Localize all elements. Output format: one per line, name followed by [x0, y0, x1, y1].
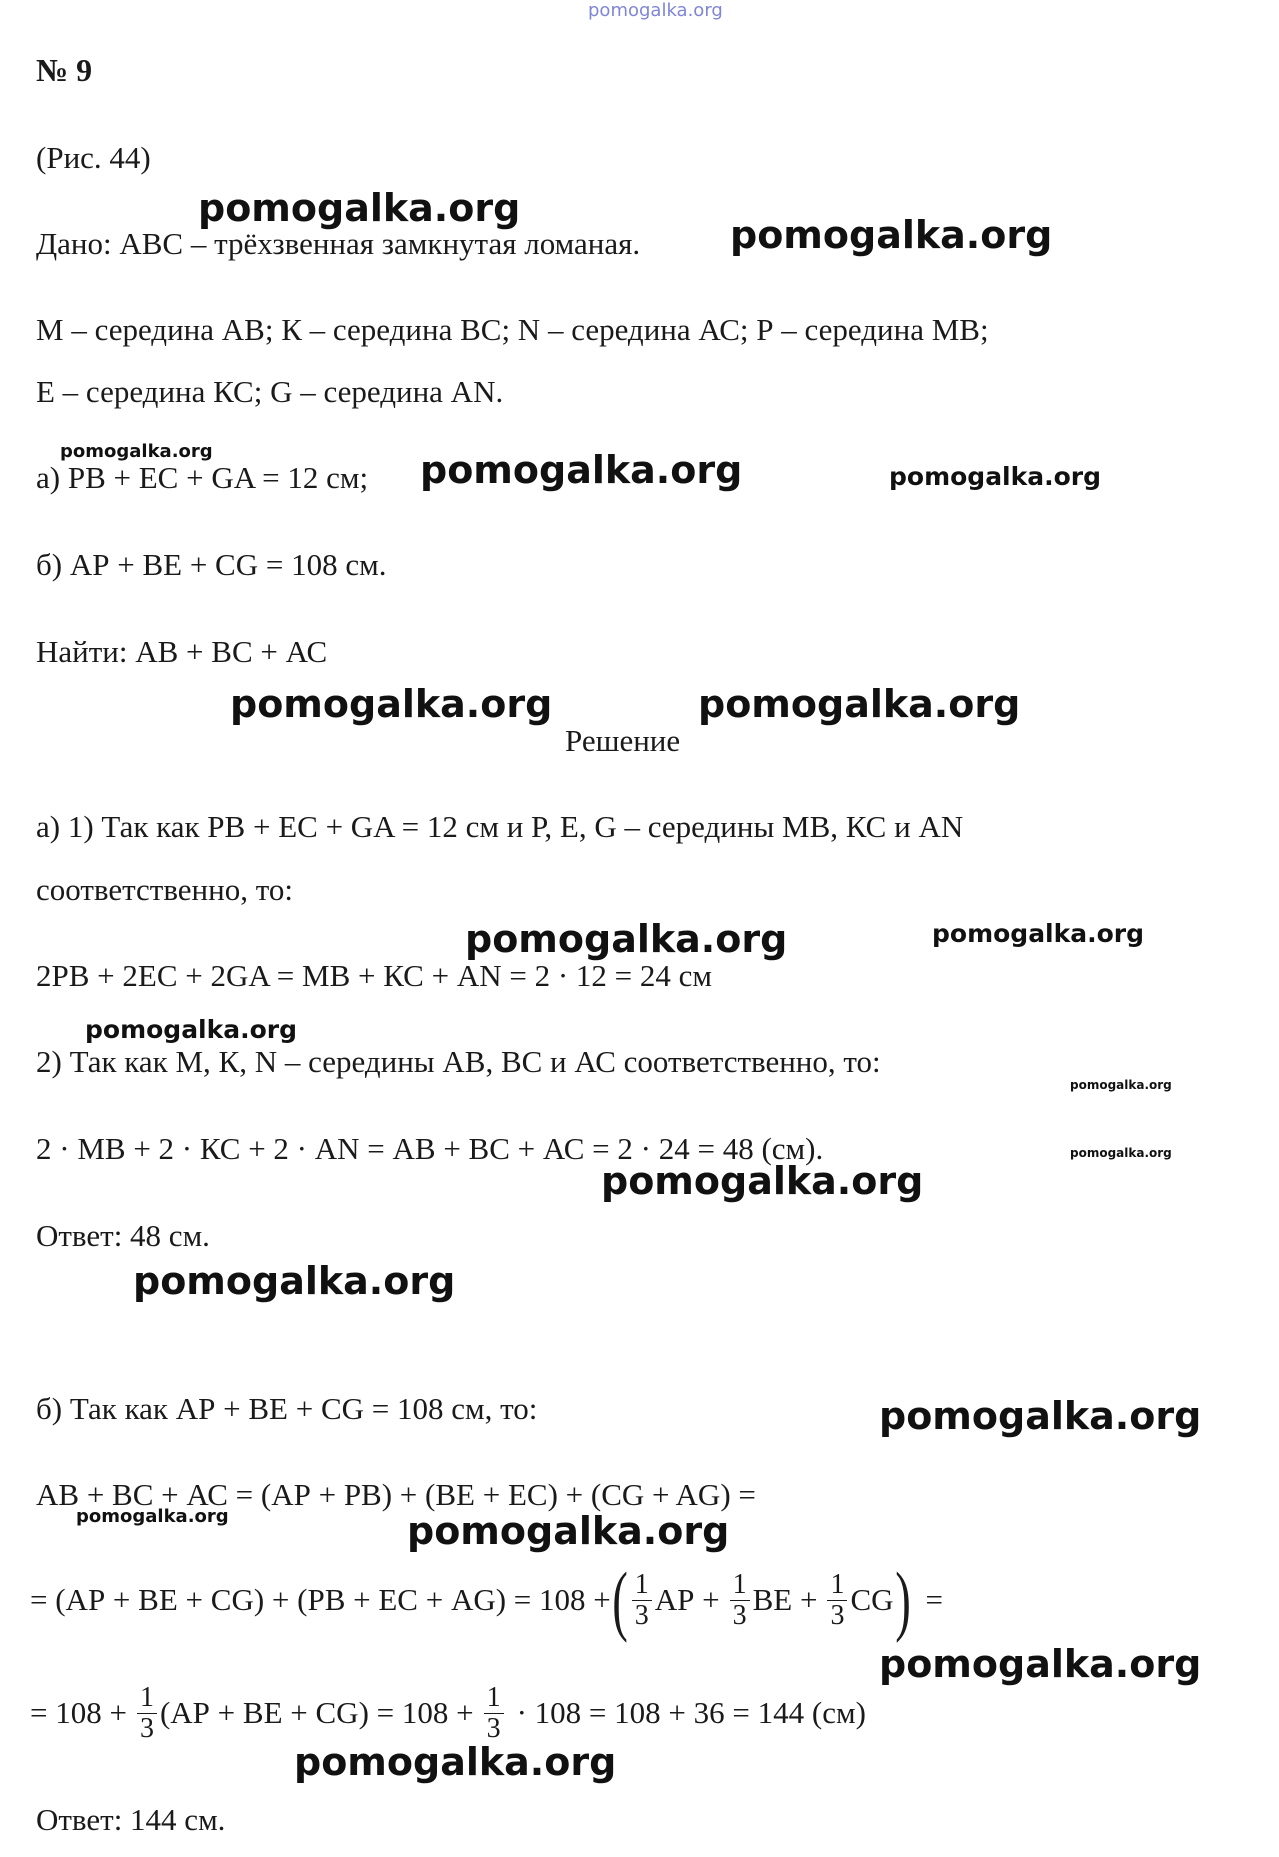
eq2-term-1: АР +: [654, 1582, 720, 1617]
part-b-answer: Ответ: 144 см.: [36, 1802, 226, 1837]
solution-title: Решение: [565, 723, 681, 758]
watermark: pomogalka.org: [407, 1509, 730, 1553]
find-statement: Найти: АВ + ВС + АС: [36, 634, 328, 669]
part-b-equation-1: АВ + ВС + АС = (АР + РВ) + (ВЕ + ЕС) + (CG + AG) =: [36, 1477, 756, 1512]
watermark: pomogalka.org: [133, 1259, 456, 1303]
eq3-part-b: (АР + ВЕ + CG) = 108 +: [159, 1695, 474, 1730]
watermark: pomogalka.org: [198, 186, 521, 230]
part-a-step2-line: 2) Так как М, К, N – середины АВ, ВС и АС соответственно, то:: [36, 1044, 881, 1079]
watermark: pomogalka.org: [889, 462, 1102, 491]
part-a-step1-line2: соответственно, то:: [36, 872, 293, 907]
part-b-equation-2: [30, 1556, 944, 1643]
fraction-one-third: $\frac{1}{3}$: [632, 1570, 652, 1630]
watermark: pomogalka.org: [1070, 1078, 1172, 1092]
eq2-end: =: [925, 1582, 944, 1617]
part-a-step1-equation: 2РВ + 2ЕС + 2GA = МВ + КС + АN = 2 · 12 = 24 см: [36, 958, 713, 993]
watermark: pomogalka.org: [85, 1015, 298, 1044]
given-line-2: М – середина АВ; К – середина ВС; N – середина АС; Р – середина МВ;: [36, 312, 989, 347]
fraction-one-third: $\frac{1}{3}$: [827, 1570, 847, 1630]
header-watermark: pomogalka.org: [588, 0, 723, 21]
watermark: pomogalka.org: [1070, 1146, 1172, 1160]
eq3-part-a: = 108 +: [30, 1695, 127, 1730]
watermark: pomogalka.org: [465, 917, 788, 961]
given-condition-a: а) РВ + ЕС + GA = 12 см;: [36, 460, 369, 495]
given-line-3: Е – середина КС; G – середина АN.: [36, 374, 504, 409]
watermark: pomogalka.org: [76, 1506, 229, 1527]
part-a-step1-line1: а) 1) Так как РВ + ЕС + GA = 12 см и Р, Е, G – середины МВ, КС и АN: [36, 809, 964, 844]
watermark: pomogalka.org: [420, 448, 743, 492]
figure-reference: (Рис. 44): [36, 140, 151, 175]
watermark: pomogalka.org: [294, 1740, 617, 1784]
watermark: pomogalka.org: [879, 1642, 1202, 1686]
eq2-term-2: ВЕ +: [752, 1582, 818, 1617]
watermark: pomogalka.org: [932, 919, 1145, 948]
watermark: pomogalka.org: [698, 682, 1021, 726]
watermark: pomogalka.org: [601, 1159, 924, 1203]
part-a-step2-equation: 2 · МВ + 2 · КС + 2 · АN = АВ + ВС + АС = 2 · 24 = 48 (см).: [36, 1131, 824, 1166]
part-b-line1: б) Так как АР + ВЕ + CG = 108 см, то:: [36, 1391, 538, 1426]
part-a-answer: Ответ: 48 см.: [36, 1218, 210, 1253]
given-condition-b: б) АР + ВЕ + CG = 108 см.: [36, 547, 387, 582]
eq3-part-c: · 108 = 108 + 36 = 144 (см): [516, 1695, 866, 1730]
eq2-term-3: CG: [850, 1582, 894, 1617]
watermark: pomogalka.org: [230, 682, 553, 726]
fraction-one-third: $\frac{1}{3}$: [137, 1683, 157, 1743]
eq2-left: = (АР + ВЕ + CG) + (РВ + ЕС + AG) = 108 +: [30, 1582, 611, 1617]
problem-number: № 9: [36, 52, 93, 88]
watermark: pomogalka.org: [60, 441, 213, 462]
given-line-1: Дано: АВС – трёхзвенная замкнутая ломаная.: [36, 226, 641, 261]
left-paren: (: [611, 1556, 628, 1643]
watermark: pomogalka.org: [730, 213, 1053, 257]
watermark: pomogalka.org: [879, 1394, 1202, 1438]
right-paren: ): [894, 1556, 911, 1643]
fraction-one-third: $\frac{1}{3}$: [730, 1570, 750, 1630]
fraction-one-third: $\frac{1}{3}$: [484, 1683, 504, 1743]
